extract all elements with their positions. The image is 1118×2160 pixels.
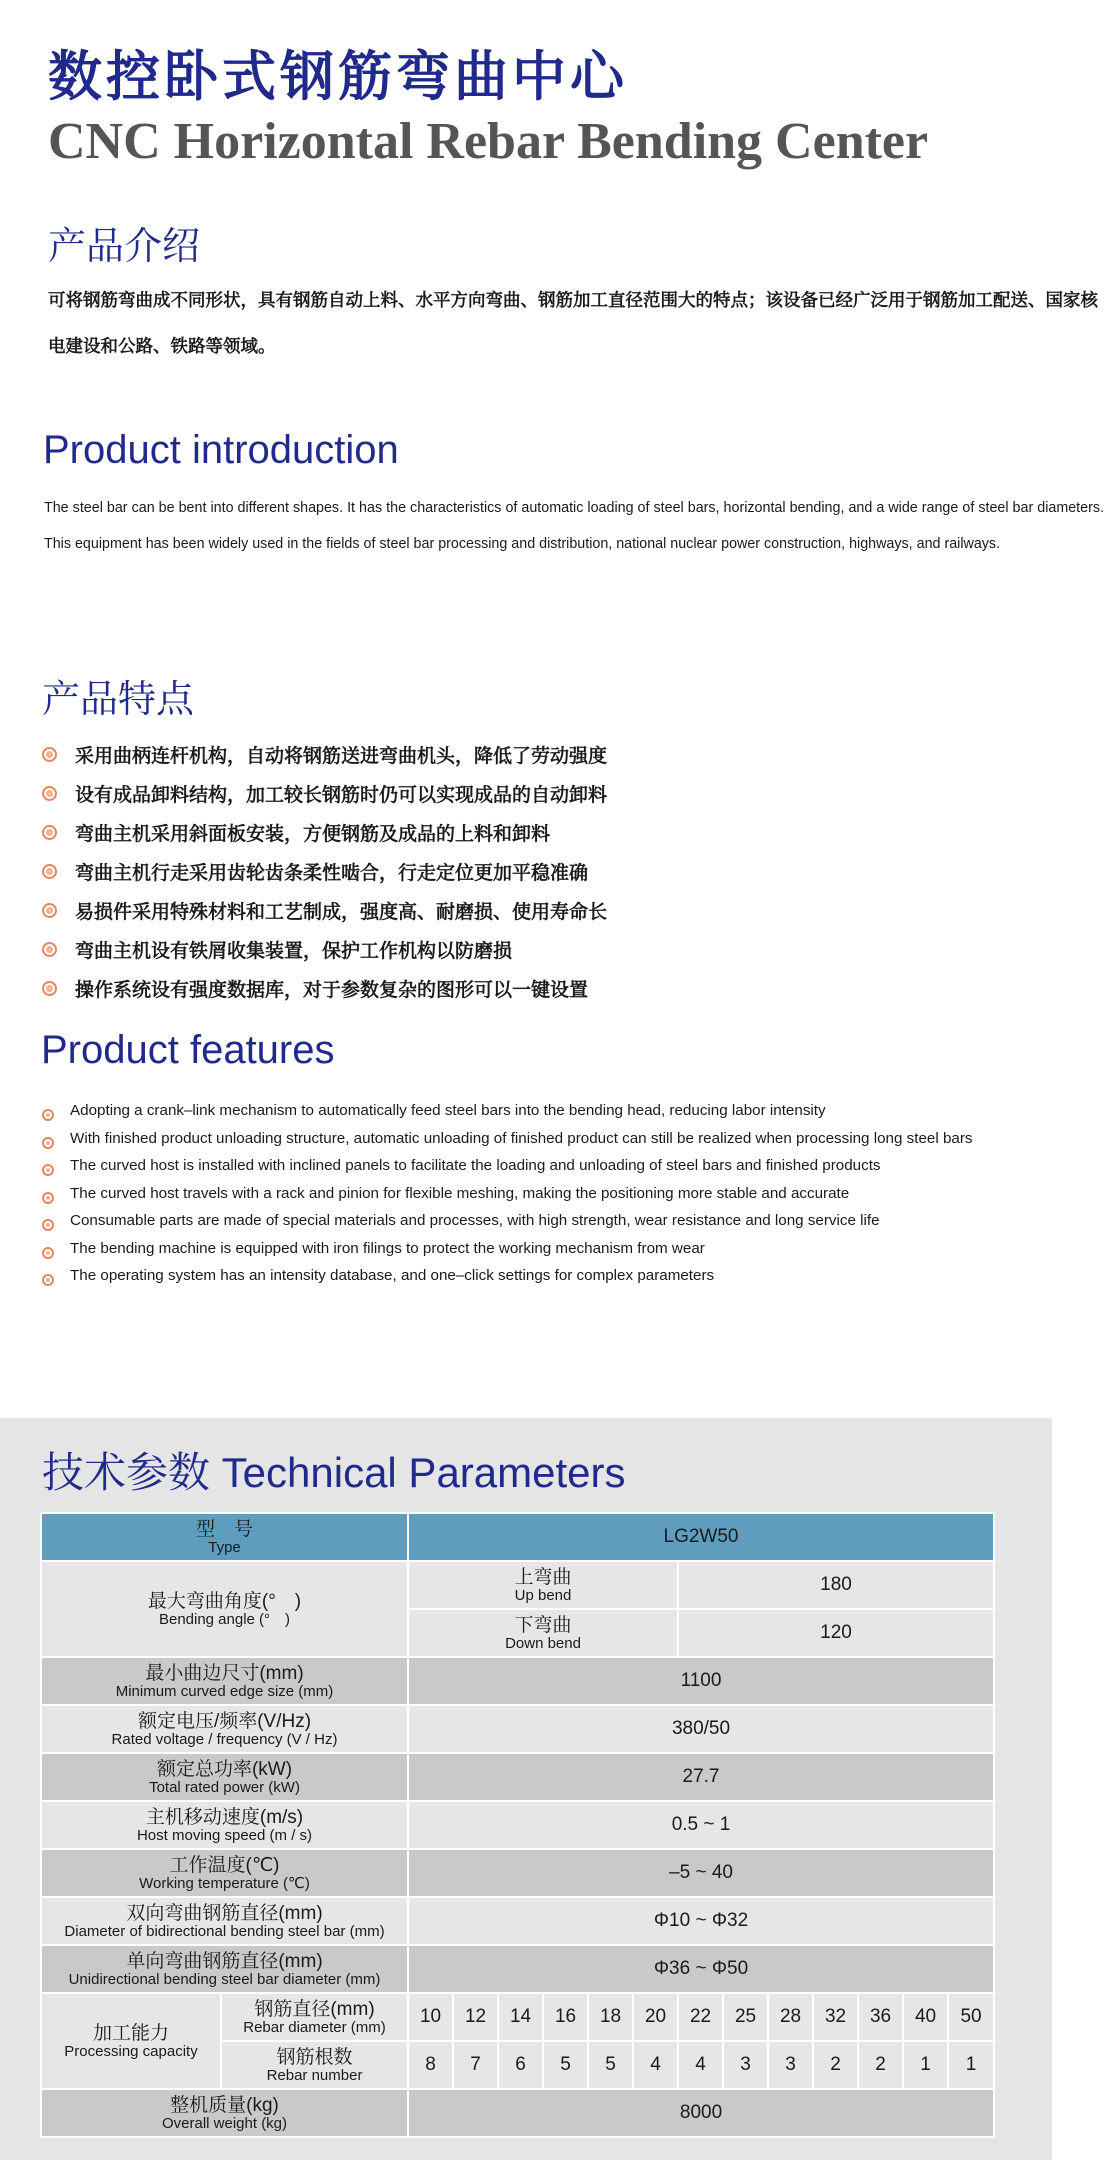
param-label-en: Minimum curved edge size (mm) — [115, 1682, 334, 1700]
param-label-en: Host moving speed (m / s) — [136, 1826, 313, 1844]
param-label-en: Rebar diameter (mm) — [243, 2018, 386, 2036]
param-label-en: Total rated power (kW) — [149, 1778, 300, 1796]
param-label-cell — [41, 1657, 408, 1705]
param-label-cn: 最大弯曲角度(° ) — [147, 1590, 302, 1612]
bending-angle-label-cell — [41, 1561, 408, 1657]
features-list-cn — [42, 735, 607, 1008]
table-row — [41, 1801, 994, 1849]
param-label-en: Rebar number — [266, 2066, 363, 2084]
param-label-cn: 下弯曲 — [514, 1614, 572, 1636]
param-label-cn: 额定电压/频率(V/Hz) — [137, 1710, 312, 1732]
param-label-en: Type — [208, 1538, 241, 1556]
feature-item-en — [42, 1262, 1002, 1290]
ring-bullet-icon — [42, 1274, 54, 1286]
table-row — [41, 1897, 994, 1945]
feature-text-cn: 采用曲柄连杆机构，自动将钢筋送进弯曲机头，降低了劳动强度 — [75, 745, 608, 767]
rebar-number-cell: 6 — [498, 2041, 543, 2089]
rebar-diameter-cell: 12 — [453, 1993, 498, 2041]
page-title-en: CNC Horizontal Rebar Bending Center — [48, 113, 929, 170]
param-label-cn: 整机质量(kg) — [170, 2094, 279, 2116]
feature-text-en: Adopting a crank–link mechanism to automatically feed steel bars into the bending head, reducing labor intensity — [70, 1102, 826, 1119]
rebar-diameter-cell: 36 — [858, 1993, 903, 2041]
features-list-en — [42, 1097, 1002, 1290]
ring-bullet-icon — [42, 786, 57, 801]
feature-text-cn: 设有成品卸料结构，加工较长钢筋时仍可以实现成品的自动卸料 — [75, 784, 608, 806]
param-label-cell — [41, 1753, 408, 1801]
feature-item-en — [42, 1125, 1002, 1153]
param-label-en: Rated voltage / frequency (V / Hz) — [111, 1730, 338, 1748]
param-label-cell — [41, 1945, 408, 1993]
feature-item-en — [42, 1097, 1002, 1125]
param-value-cell: Φ10 ~ Φ32 — [408, 1897, 994, 1945]
ring-bullet-icon — [42, 747, 57, 762]
feature-item-cn — [42, 930, 607, 969]
ring-bullet-icon — [42, 1109, 54, 1121]
param-value-cell: 0.5 ~ 1 — [408, 1801, 994, 1849]
feature-text-en: With finished product unloading structure, automatic unloading of finished product can still be realized when processing long steel bars — [70, 1129, 973, 1147]
rebar-diameter-cell: 14 — [498, 1993, 543, 2041]
rebar-diameter-cell: 32 — [813, 1993, 858, 2041]
param-value-cell: 8000 — [408, 2089, 994, 2137]
feature-text-en: The bending machine is equipped with iron filings to protect the working mechanism from wear — [70, 1239, 705, 1257]
rebar-diameter-cell: 16 — [543, 1993, 588, 2041]
ring-bullet-icon — [42, 903, 57, 918]
param-label-en: Working temperature (℃) — [139, 1874, 310, 1892]
table-row-bending-up — [41, 1561, 994, 1609]
rebar-diameter-cell: 50 — [948, 1993, 994, 2041]
param-label-en: Overall weight (kg) — [161, 2114, 288, 2132]
param-label-cn: 主机移动速度(m/s) — [145, 1806, 304, 1828]
intro-text-cn: 可将钢筋弯曲成不同形状，具有钢筋自动上料、水平方向弯曲、钢筋加工直径范围大的特点；该设备已经广泛用于钢筋加工配送、国家核电建设和公路、铁路等领域。 — [48, 291, 1098, 357]
ring-bullet-icon — [42, 981, 57, 996]
feature-item-en — [42, 1152, 1002, 1180]
feature-item-en — [42, 1180, 1002, 1208]
ring-bullet-icon — [42, 825, 57, 840]
table-row-weight — [41, 2089, 994, 2137]
intro-text-en: The steel bar can be bent into different shapes. It has the characteristics of automatic loading of steel bars, horizontal bending, and a wide range of steel bar diameters. This equipment has been widely used in the fields of steel bar processing and distribution, national nuclear power construction, highways, and railways. — [44, 500, 1104, 552]
rebar-number-cell: 4 — [633, 2041, 678, 2089]
param-label-cn: 型 号 — [196, 1518, 254, 1540]
param-label-en: Bending angle (° ) — [158, 1610, 291, 1628]
rebar-number-cell: 7 — [453, 2041, 498, 2089]
capacity-label-cell — [41, 1993, 221, 2089]
param-label-cell — [41, 1897, 408, 1945]
feature-item-en — [42, 1207, 1002, 1235]
table-row — [41, 1849, 994, 1897]
rebar-number-cell: 5 — [588, 2041, 633, 2089]
rebar-diameter-label-cell — [221, 1993, 408, 2041]
type-value-cell: LG2W50 — [408, 1513, 994, 1561]
param-label-cn: 钢筋直径(mm) — [254, 1998, 375, 2020]
table-row — [41, 1705, 994, 1753]
rebar-number-cell: 5 — [543, 2041, 588, 2089]
intro-heading-cn: 产品介绍 — [48, 224, 201, 268]
feature-item-cn — [42, 813, 607, 852]
rebar-number-cell: 2 — [813, 2041, 858, 2089]
rebar-number-label-cell — [221, 2041, 408, 2089]
type-label-cell — [41, 1513, 408, 1561]
ring-bullet-icon — [42, 1219, 54, 1231]
feature-text-cn: 弯曲主机采用斜面板安装，方便钢筋及成品的上料和卸料 — [75, 823, 551, 845]
param-label-cn: 单向弯曲钢筋直径(mm) — [126, 1950, 323, 1972]
param-label-en: Diameter of bidirectional bending steel bar (mm) — [64, 1922, 385, 1940]
rebar-diameter-cell: 28 — [768, 1993, 813, 2041]
feature-text-en: The curved host is installed with inclined panels to facilitate the loading and unloading of steel bars and finished products — [70, 1157, 881, 1174]
param-label-cn: 双向弯曲钢筋直径(mm) — [126, 1902, 323, 1924]
ring-bullet-icon — [42, 1164, 54, 1176]
table-row — [41, 1945, 994, 1993]
param-label-cn: 额定总功率(kW) — [156, 1758, 293, 1780]
page-title-cn: 数控卧式钢筋弯曲中心 — [48, 44, 628, 108]
ring-bullet-icon — [42, 1247, 54, 1259]
up-bend-value-cell: 180 — [678, 1561, 994, 1609]
rebar-diameter-cell: 20 — [633, 1993, 678, 2041]
feature-text-cn: 操作系统设有强度数据库，对于参数复杂的图形可以一键设置 — [75, 979, 589, 1001]
rebar-diameter-cell: 40 — [903, 1993, 948, 2041]
rebar-number-cell: 2 — [858, 2041, 903, 2089]
feature-text-en: The curved host travels with a rack and pinion for flexible meshing, making the positioning more stable and accurate — [70, 1184, 850, 1202]
rebar-number-cell: 4 — [678, 2041, 723, 2089]
feature-text-cn: 易损件采用特殊材料和工艺制成，强度高、耐磨损、使用寿命长 — [75, 901, 608, 923]
down-bend-value-cell: 120 — [678, 1609, 994, 1657]
tech-params-table — [40, 1512, 995, 2138]
ring-bullet-icon — [42, 1192, 54, 1204]
features-heading-en: Product features — [41, 1028, 335, 1072]
feature-item-cn — [42, 852, 607, 891]
tech-params-heading: 技术参数 Technical Parameters — [42, 1449, 626, 1496]
features-heading-cn: 产品特点 — [42, 677, 195, 721]
ring-bullet-icon — [42, 864, 57, 879]
rebar-number-cell: 1 — [948, 2041, 994, 2089]
param-label-en: Processing capacity — [64, 2042, 198, 2060]
ring-bullet-icon — [42, 942, 57, 957]
table-row — [41, 1657, 994, 1705]
rebar-diameter-cell: 22 — [678, 1993, 723, 2041]
param-label-cn: 最小曲边尺寸(mm) — [145, 1662, 304, 1684]
feature-item-cn — [42, 891, 607, 930]
rebar-number-cell: 3 — [768, 2041, 813, 2089]
rebar-diameter-cell: 25 — [723, 1993, 768, 2041]
feature-item-cn — [42, 969, 607, 1008]
param-label-en: Unidirectional bending steel bar diameter (mm) — [68, 1970, 381, 1988]
feature-item-cn — [42, 774, 607, 813]
intro-heading-en: Product introduction — [43, 428, 399, 472]
rebar-number-cell: 3 — [723, 2041, 768, 2089]
param-label-en: Down bend — [505, 1634, 581, 1652]
param-label-cell — [41, 1801, 408, 1849]
param-label-cell — [41, 2089, 408, 2137]
table-row-type — [41, 1513, 994, 1561]
param-label-cell — [41, 1849, 408, 1897]
ring-bullet-icon — [42, 1137, 54, 1149]
rebar-diameter-cell: 18 — [588, 1993, 633, 2041]
rebar-number-cell: 8 — [408, 2041, 453, 2089]
up-bend-label-cell — [408, 1561, 678, 1609]
param-value-cell: 1100 — [408, 1657, 994, 1705]
rebar-number-cell: 1 — [903, 2041, 948, 2089]
feature-item-en — [42, 1235, 1002, 1263]
param-value-cell: 380/50 — [408, 1705, 994, 1753]
down-bend-label-cell — [408, 1609, 678, 1657]
param-label-en: Up bend — [514, 1586, 572, 1604]
param-value-cell: 27.7 — [408, 1753, 994, 1801]
table-row — [41, 1753, 994, 1801]
feature-text-en: Consumable parts are made of special materials and processes, with high strength, wear resistance and long service life — [70, 1212, 880, 1229]
rebar-diameter-cell: 10 — [408, 1993, 453, 2041]
feature-text-cn: 弯曲主机设有铁屑收集装置，保护工作机构以防磨损 — [75, 940, 513, 962]
param-value-cell: Φ36 ~ Φ50 — [408, 1945, 994, 1993]
param-label-cn: 钢筋根数 — [276, 2046, 353, 2068]
feature-text-en: The operating system has an intensity database, and one–click settings for complex parameters — [70, 1267, 715, 1284]
feature-item-cn — [42, 735, 607, 774]
param-value-cell: –5 ~ 40 — [408, 1849, 994, 1897]
param-label-cell — [41, 1705, 408, 1753]
feature-text-cn: 弯曲主机行走采用齿轮齿条柔性啮合，行走定位更加平稳准确 — [75, 862, 589, 884]
param-label-cn: 上弯曲 — [514, 1566, 572, 1588]
table-row-capacity-diameter — [41, 1993, 994, 2041]
param-label-cn: 工作温度(℃) — [169, 1854, 280, 1876]
param-label-cn: 加工能力 — [92, 2022, 169, 2044]
